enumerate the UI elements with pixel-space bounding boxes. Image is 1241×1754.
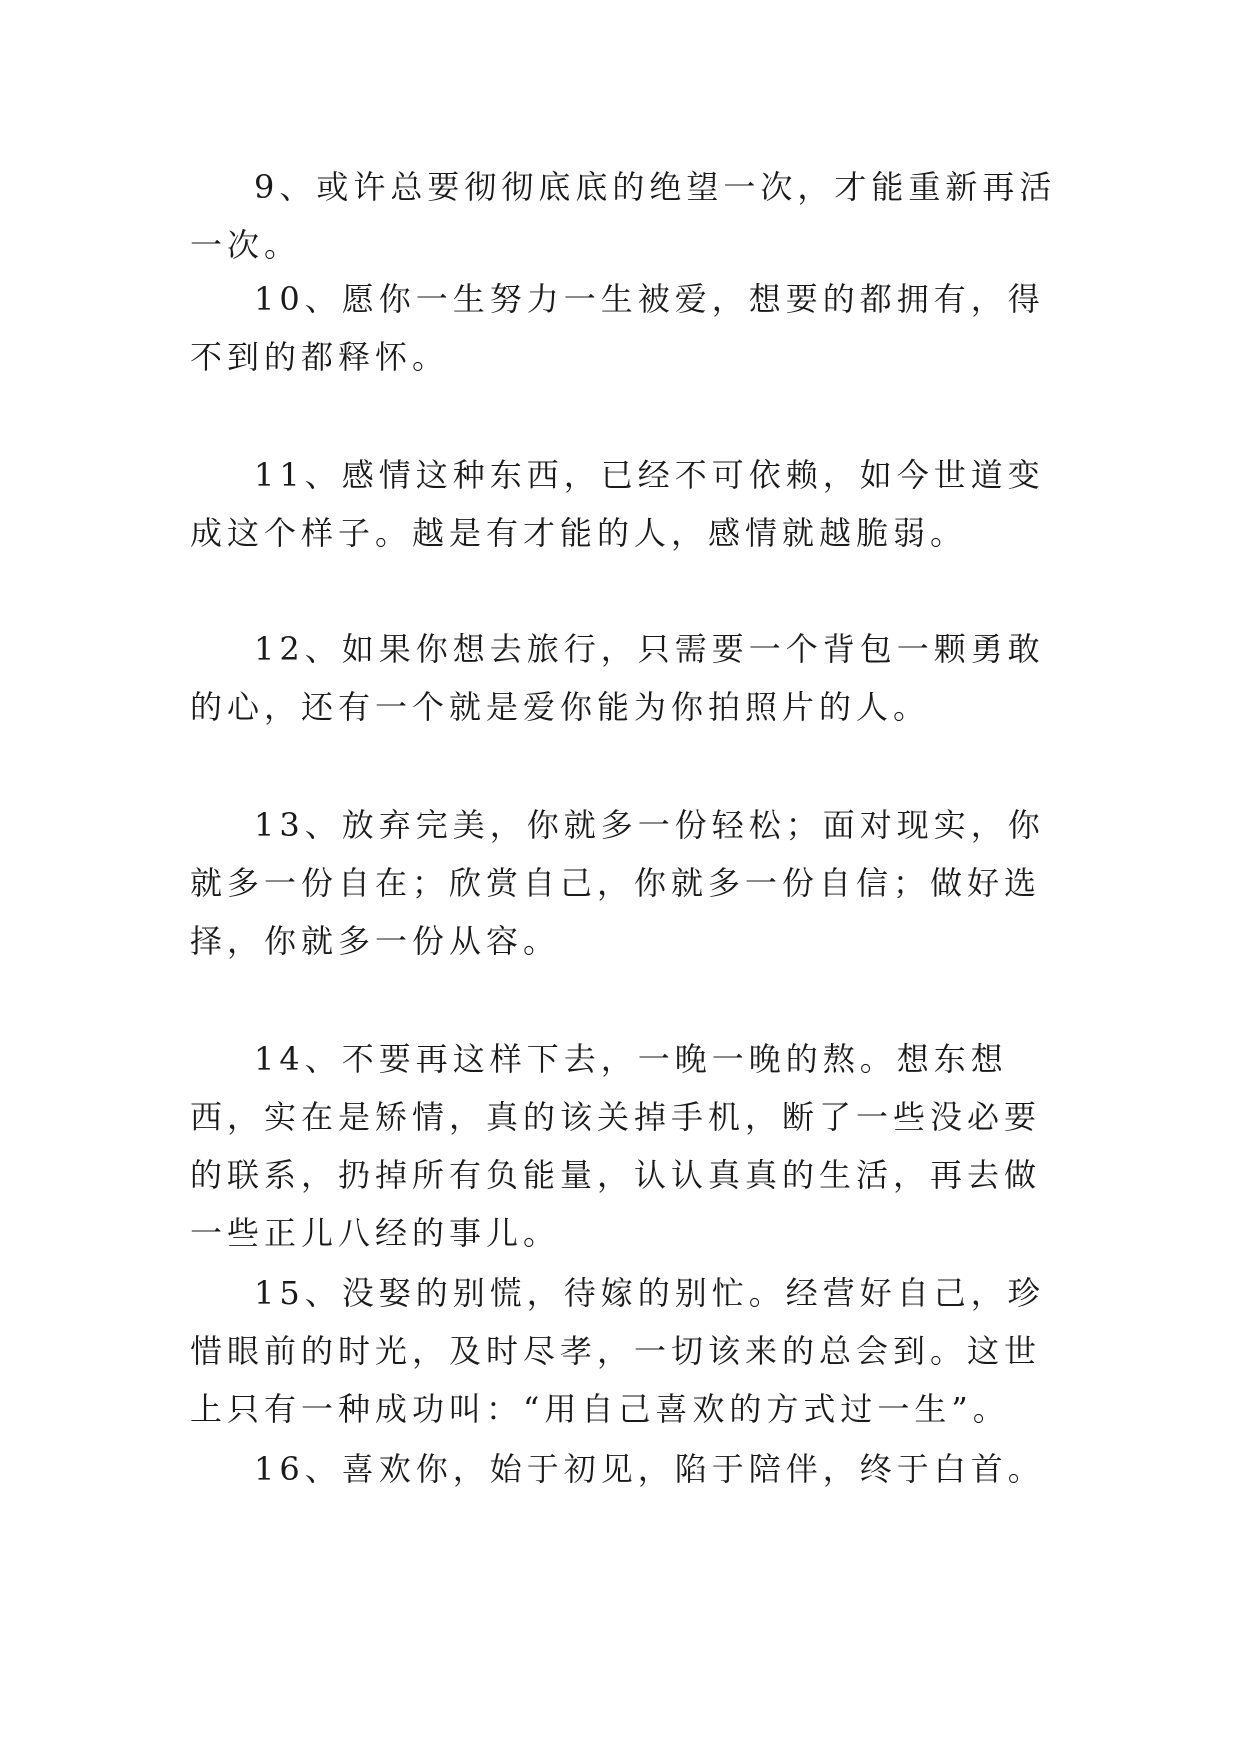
quote-paragraph-14: 14、不要再这样下去，一晚一晚的熬。想东想西，实在是矫情，真的该关掉手机，断了一些没必要的联系，扔掉所有负能量，认认真真的生活，再去做一些正儿八经的事儿。 [190, 1040, 1042, 1252]
quote-paragraph-12: 12、如果你想去旅行，只需要一个背包一颗勇敢的心，还有一个就是爱你能为你拍照片的人。 [190, 630, 1045, 726]
quote-paragraph-11: 11、感情这种东西，已经不可依赖，如今世道变成这个样子。越是有才能的人，感情就越脆弱。 [190, 456, 1045, 552]
quote-paragraph-10: 10、愿你一生努力一生被爱，想要的都拥有，得不到的都释怀。 [190, 280, 1045, 376]
quote-paragraph-9: 9、或许总要彻彻底底的绝望一次，才能重新再活一次。 [190, 168, 1057, 264]
quote-paragraph-13: 13、放弃完美，你就多一份轻松；面对现实，你就多一份自在；欣赏自己，你就多一份自信；做好选择，你就多一份从容。 [190, 806, 1045, 960]
quote-paragraph-16: 16、喜欢你，始于初见，陷于陪伴，终于白首。 [254, 1450, 1045, 1488]
quote-paragraph-15: 15、没娶的别慌，待嫁的别忙。经营好自己，珍惜眼前的时光，及时尽孝，一切该来的总会到。这世上只有一种成功叫：“用自己喜欢的方式过一生”。 [190, 1274, 1045, 1428]
